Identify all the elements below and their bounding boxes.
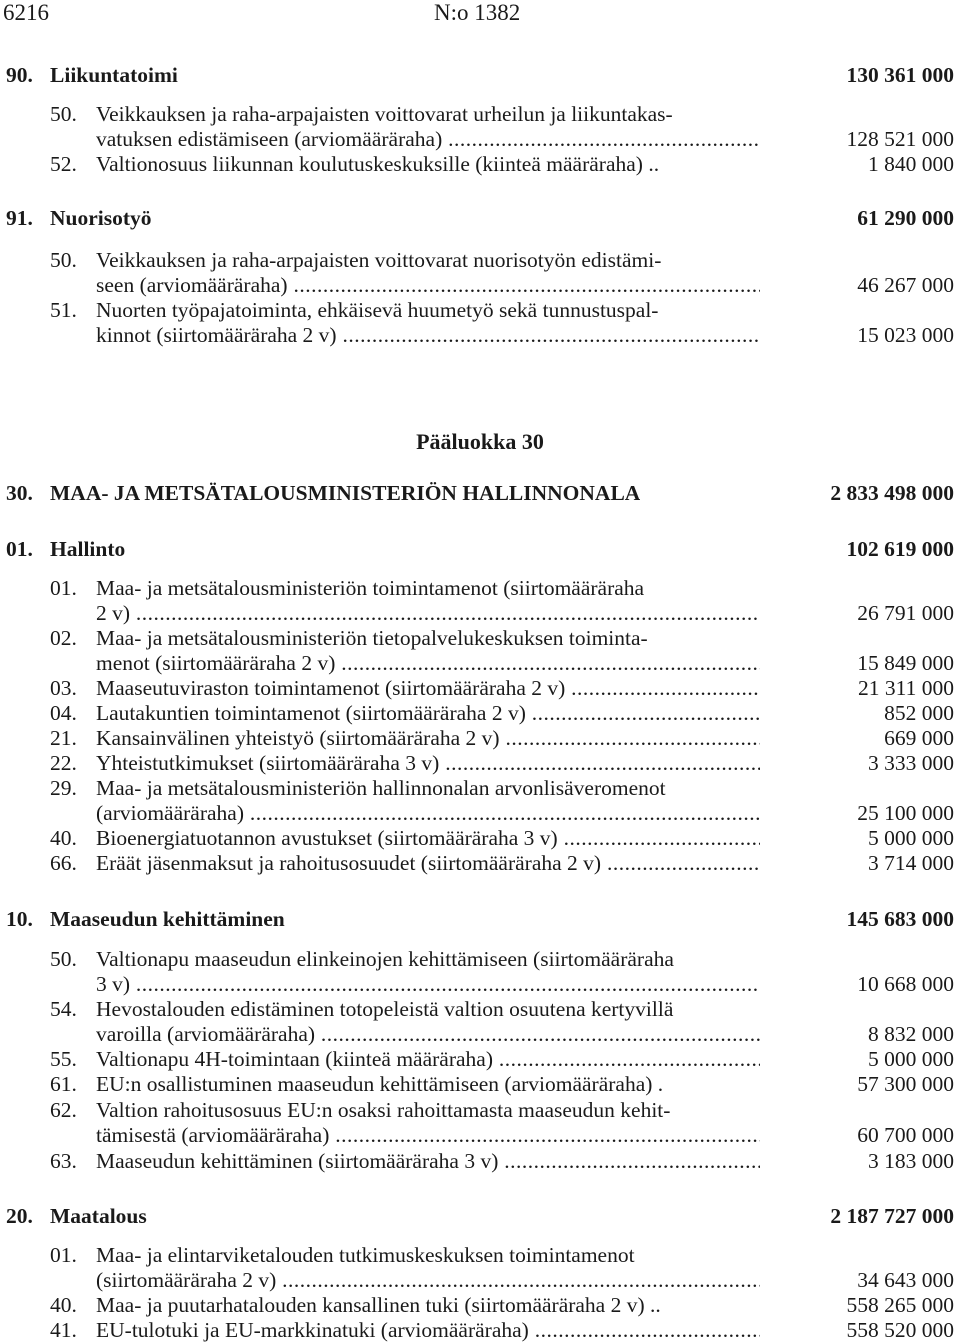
item-line — [0, 601, 960, 626]
section-number: 91. — [6, 206, 33, 230]
item-line — [0, 1318, 960, 1343]
item-line — [0, 102, 960, 127]
item-text: Maa- ja elintarviketalouden tutkimuskeskuksen toimintamenot — [96, 1243, 635, 1267]
item-text: EU:n osallistuminen maaseudun kehittämiseen (arviomääräraha) . — [96, 1072, 664, 1096]
item-number: 29. — [50, 776, 77, 800]
item-line — [0, 248, 960, 273]
item-number: 22. — [50, 751, 77, 775]
item-amount: 34 643 000 — [857, 1268, 954, 1292]
item-text: menot (siirtomääräraha 2 v) ..... — [96, 651, 760, 676]
item-number: 61. — [50, 1072, 77, 1096]
item-amount: 46 267 000 — [857, 273, 954, 297]
item-text: Valtion rahoitusosuus EU:n osaksi rahoittamasta maaseudun kehit- — [96, 1098, 671, 1122]
item-number: 40. — [50, 1293, 77, 1317]
item-amount: 10 668 000 — [857, 972, 954, 996]
item-text: 2 v) ..... — [96, 601, 760, 626]
section-number: 01. — [6, 537, 33, 561]
item-number: 62. — [50, 1098, 77, 1122]
item-amount: 5 000 000 — [868, 1047, 954, 1071]
item-amount: 669 000 — [884, 726, 954, 750]
item-amount: 3 333 000 — [868, 751, 954, 775]
item-text: varoilla (arviomääräraha) ..... — [96, 1022, 760, 1047]
item-line — [0, 576, 960, 601]
item-line — [0, 676, 960, 701]
item-line — [0, 1022, 960, 1047]
item-line — [0, 701, 960, 726]
item-number: 02. — [50, 626, 77, 650]
item-amount: 21 311 000 — [858, 676, 954, 700]
section-heading — [0, 1204, 960, 1229]
item-line — [0, 1047, 960, 1072]
item-number: 21. — [50, 726, 77, 750]
item-text: Eräät jäsenmaksut ja rahoitusosuudet (siirtomääräraha 2 v) ..... — [96, 851, 760, 876]
item-line — [0, 801, 960, 826]
item-line — [0, 1293, 960, 1318]
item-number: 63. — [50, 1149, 77, 1173]
main-class-title-row — [0, 481, 960, 506]
item-line — [0, 152, 960, 177]
main-class-title: MAA- JA METSÄTALOUSMINISTERIÖN HALLINNONALA — [50, 481, 641, 505]
main-class-number: 30. — [6, 481, 33, 505]
item-text: Maa- ja metsätalousministeriön hallinnonalan arvonlisäveromenot — [96, 776, 666, 800]
item-text: Veikkauksen ja raha-arpajaisten voittovarat nuorisotyön edistämi- — [96, 248, 662, 272]
item-line — [0, 972, 960, 997]
item-amount: 1 840 000 — [868, 152, 954, 176]
item-line — [0, 826, 960, 851]
section-title: Liikuntatoimi — [50, 63, 178, 87]
item-text: Veikkauksen ja raha-arpajaisten voittovarat urheilun ja liikuntakas- — [96, 102, 673, 126]
item-line — [0, 273, 960, 298]
item-number: 51. — [50, 298, 77, 322]
main-class-heading: Pääluokka 30 — [416, 429, 544, 454]
item-line — [0, 947, 960, 972]
item-text: Maaseutuviraston toimintamenot (siirtomääräraha 2 v) ..... — [96, 676, 760, 701]
item-amount: 15 849 000 — [857, 651, 954, 675]
section-title: Nuorisotyö — [50, 206, 152, 230]
section-heading — [0, 206, 960, 231]
item-text: Nuorten työpajatoiminta, ehkäisevä huumetyö sekä tunnustuspal- — [96, 298, 659, 322]
item-number: 50. — [50, 248, 77, 272]
item-line — [0, 1149, 960, 1174]
item-line — [0, 1243, 960, 1268]
section-number: 90. — [6, 63, 33, 87]
item-text: Maa- ja metsätalousministeriön tietopalvelukeskuksen toiminta- — [96, 626, 648, 650]
item-number: 66. — [50, 851, 77, 875]
item-text: Maa- ja puutarhatalouden kansallinen tuki (siirtomääräraha 2 v) .. — [96, 1293, 661, 1317]
item-text: Yhteistutkimukset (siirtomääräraha 3 v) ..... — [96, 751, 760, 776]
item-text: (siirtomääräraha 2 v) ..... — [96, 1268, 760, 1293]
section-heading — [0, 537, 960, 562]
item-line — [0, 851, 960, 876]
item-amount: 26 791 000 — [857, 601, 954, 625]
item-text: vatuksen edistämiseen (arviomääräraha) ..... — [96, 127, 760, 152]
item-amount: 558 520 000 — [846, 1318, 954, 1342]
item-text: Hevostalouden edistäminen totopeleistä valtion osuutena kertyvillä — [96, 997, 674, 1021]
item-text: EU-tulotuki ja EU-markkinatuki (arviomääräraha) ..... — [96, 1318, 760, 1343]
item-line — [0, 626, 960, 651]
item-number: 04. — [50, 701, 77, 725]
item-amount: 128 521 000 — [846, 127, 954, 151]
item-text: (arviomääräraha) ..... — [96, 801, 760, 826]
item-amount: 15 023 000 — [857, 323, 954, 347]
item-amount: 60 700 000 — [857, 1123, 954, 1147]
document-number: N:o 1382 — [434, 0, 521, 25]
item-number: 52. — [50, 152, 77, 176]
page-number: 6216 — [3, 0, 49, 25]
item-text: seen (arviomääräraha) ..... — [96, 273, 760, 298]
item-line — [0, 298, 960, 323]
item-amount: 5 000 000 — [868, 826, 954, 850]
main-class-amount: 2 833 498 000 — [830, 481, 954, 505]
item-line — [0, 997, 960, 1022]
item-line — [0, 1123, 960, 1148]
item-line — [0, 776, 960, 801]
item-number: 41. — [50, 1318, 77, 1342]
section-amount: 145 683 000 — [846, 907, 954, 931]
item-number: 55. — [50, 1047, 77, 1071]
item-text: Maa- ja metsätalousministeriön toimintamenot (siirtomääräraha — [96, 576, 645, 600]
item-text: Maaseudun kehittäminen (siirtomääräraha 3 v) ..... — [96, 1149, 760, 1174]
section-amount: 61 290 000 — [857, 206, 954, 230]
item-amount: 25 100 000 — [857, 801, 954, 825]
page-header — [3, 0, 953, 30]
section-title: Maaseudun kehittäminen — [50, 907, 285, 931]
item-amount: 558 265 000 — [846, 1293, 954, 1317]
item-line — [0, 1072, 960, 1097]
item-text: Valtionapu 4H-toimintaan (kiinteä määräraha) ..... — [96, 1047, 760, 1072]
section-title: Maatalous — [50, 1204, 147, 1228]
item-text: Valtionosuus liikunnan koulutuskeskuksille (kiinteä määräraha) .. — [96, 152, 660, 176]
item-amount: 3 714 000 — [868, 851, 954, 875]
item-line — [0, 127, 960, 152]
item-text: Valtionapu maaseudun elinkeinojen kehittämiseen (siirtomääräraha — [96, 947, 674, 971]
section-amount: 2 187 727 000 — [830, 1204, 954, 1228]
item-text: kinnot (siirtomääräraha 2 v) ..... — [96, 323, 760, 348]
item-line — [0, 751, 960, 776]
item-amount: 3 183 000 — [868, 1149, 954, 1173]
item-number: 50. — [50, 947, 77, 971]
item-number: 54. — [50, 997, 77, 1021]
item-line — [0, 1268, 960, 1293]
item-number: 40. — [50, 826, 77, 850]
item-number: 03. — [50, 676, 77, 700]
item-text: Lautakuntien toimintamenot (siirtomääräraha 2 v) ..... — [96, 701, 760, 726]
item-number: 01. — [50, 576, 77, 600]
item-line — [0, 323, 960, 348]
item-line — [0, 726, 960, 751]
section-title: Hallinto — [50, 537, 126, 561]
item-amount: 852 000 — [884, 701, 954, 725]
section-number: 20. — [6, 1204, 33, 1228]
section-amount: 102 619 000 — [846, 537, 954, 561]
item-line — [0, 1098, 960, 1123]
item-line — [0, 651, 960, 676]
item-text: tämisestä (arviomääräraha) ..... — [96, 1123, 760, 1148]
section-number: 10. — [6, 907, 33, 931]
section-amount: 130 361 000 — [846, 63, 954, 87]
section-heading — [0, 907, 960, 932]
item-text: 3 v) ..... — [96, 972, 760, 997]
item-number: 50. — [50, 102, 77, 126]
item-amount: 8 832 000 — [868, 1022, 954, 1046]
item-amount: 57 300 000 — [857, 1072, 954, 1096]
section-heading — [0, 63, 960, 88]
item-text: Bioenergiatuotannon avustukset (siirtomääräraha 3 v) ..... — [96, 826, 760, 851]
item-number: 01. — [50, 1243, 77, 1267]
item-text: Kansainvälinen yhteistyö (siirtomääräraha 2 v) ..... — [96, 726, 760, 751]
